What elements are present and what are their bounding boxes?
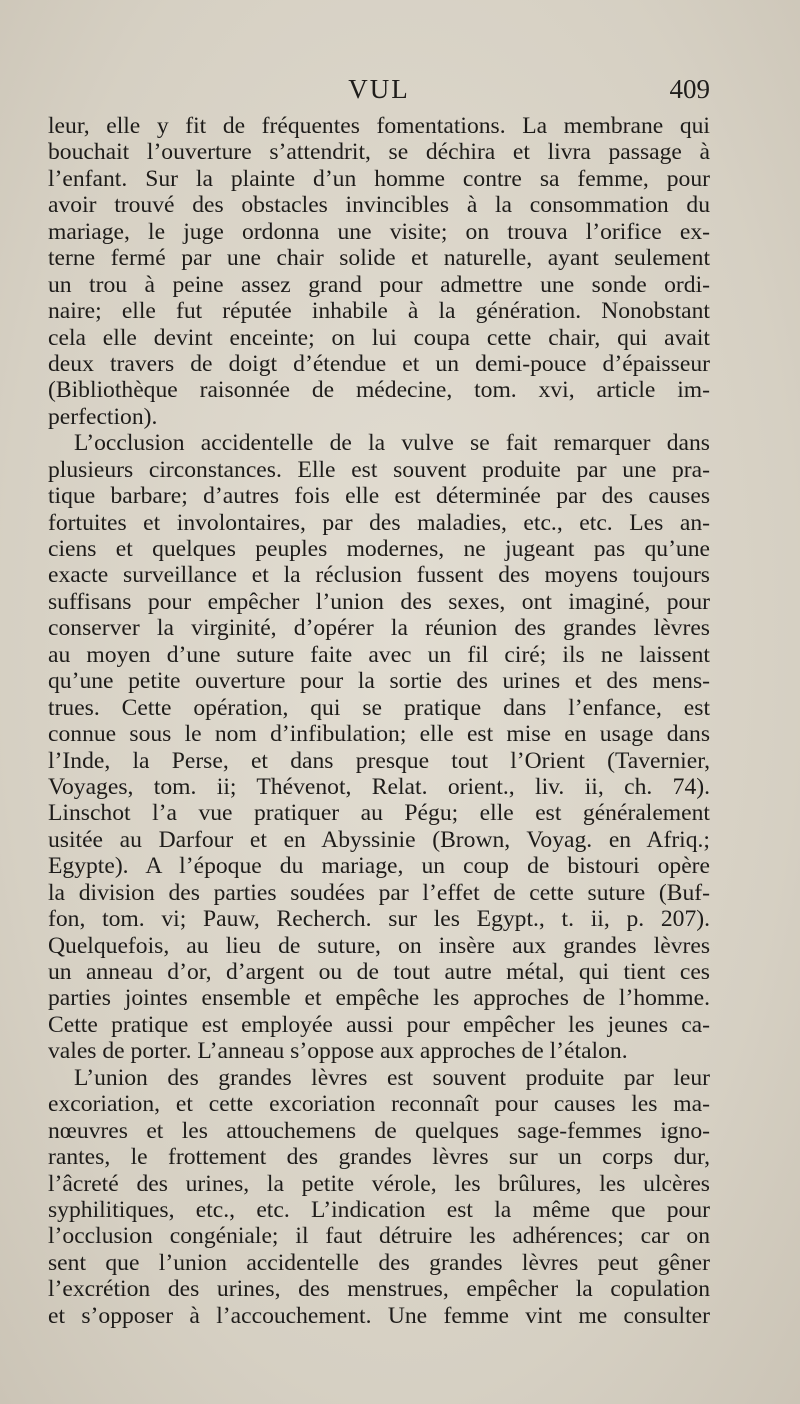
text-line: vales de porter. L’anneau s’oppose aux approches de l’étalon. xyxy=(48,1038,628,1065)
text-line: naire; elle fut réputée inhabile à la génération. Nonobstant xyxy=(48,298,710,325)
text-line: l’enfant. Sur la plainte d’un homme contre sa femme, pour xyxy=(48,165,710,192)
text-line: sent que l’union accidentelle des grandes lèvres peut gêner xyxy=(48,1249,710,1276)
text-line: (Bibliothèque raisonnée de médecine, tom. xvi, article im- xyxy=(48,377,710,404)
text-line: fon, tom. vi; Pauw, Recherch. sur les Egypt., t. ii, p. 207). xyxy=(48,906,710,933)
text-line: plusieurs circonstances. Elle est souvent produite par une pra- xyxy=(48,456,710,483)
text-line: Voyages, tom. ii; Thévenot, Relat. orient., liv. ii, ch. 74). xyxy=(48,773,710,800)
text-line: l’Inde, la Perse, et dans presque tout l’Orient (Tavernier, xyxy=(48,747,710,774)
text-line: tique barbare; d’autres fois elle est déterminée par des causes xyxy=(48,483,710,510)
text-line: L’occlusion accidentelle de la vulve se fait remarquer dans xyxy=(74,430,710,457)
text-line: L’union des grandes lèvres est souvent produite par leur xyxy=(74,1064,710,1091)
text-line: l’âcreté des urines, la petite vérole, les brûlures, les ulcères xyxy=(48,1170,710,1197)
text-line: Quelquefois, au lieu de suture, on insère aux grandes lèvres xyxy=(48,932,710,959)
text-line: un anneau d’or, d’argent ou de tout autre métal, qui tient ces xyxy=(48,959,710,985)
body-text xyxy=(48,113,710,1329)
text-line: l’excrétion des urines, des menstrues, empêcher la copulation xyxy=(48,1276,710,1303)
text-line: conserver la virginité, d’opérer la réunion des grandes lèvres xyxy=(48,615,710,642)
text-line: la division des parties soudées par l’effet de cette suture (Buf- xyxy=(48,879,710,906)
text-line: syphilitiques, etc., etc. L’indication est la même que pour xyxy=(48,1196,710,1223)
text-line: fortuites et involontaires, par des maladies, etc., etc. Les an- xyxy=(48,509,710,536)
text-line: cela elle devint enceinte; on lui coupa cette chair, qui avait xyxy=(48,324,710,351)
text-line: trues. Cette opération, qui se pratique dans l’enfance, est xyxy=(48,694,710,721)
text-line: suffisans pour empêcher l’union des sexes, ont imaginé, pour xyxy=(48,588,710,615)
text-line: exacte surveillance et la réclusion fussent des moyens toujours xyxy=(48,562,710,589)
text-line: mariage, le juge ordonna une visite; on trouva l’orifice ex- xyxy=(48,218,710,245)
text-line: deux travers de doigt d’étendue et un demi-pouce d’épaisseur xyxy=(48,350,710,377)
text-line: leur, elle y fit de fréquentes fomentations. La membrane qui xyxy=(48,113,710,139)
text-line: perfection). xyxy=(48,403,158,430)
page-header xyxy=(48,74,710,114)
text-line: bouchait l’ouverture s’attendrit, se déchira et livra passage à xyxy=(48,139,710,166)
text-line: Egypte). A l’époque du mariage, un coup de bistouri opère xyxy=(48,853,710,880)
text-line: nœuvres et les attouchemens de quelques sage-femmes igno- xyxy=(48,1117,710,1144)
paragraph-2 xyxy=(48,430,710,1065)
running-head: VUL xyxy=(348,74,410,104)
text-line: et s’opposer à l’accouchement. Une femme vint me consulter xyxy=(48,1302,710,1329)
text-line: terne fermé par une chair solide et naturelle, ayant seulement xyxy=(48,245,710,272)
text-line: rantes, le frottement des grandes lèvres sur un corps dur, xyxy=(48,1144,710,1171)
paragraph-3 xyxy=(48,1065,710,1329)
text-line: parties jointes ensemble et empêche les approches de l’homme. xyxy=(48,985,710,1012)
text-line: au moyen d’une suture faite avec un fil ciré; ils ne laissent xyxy=(48,641,710,668)
text-line: avoir trouvé des obstacles invincibles à la consommation du xyxy=(48,192,710,219)
text-line: Cette pratique est employée aussi pour empêcher les jeunes ca- xyxy=(48,1011,710,1038)
text-line: l’occlusion congéniale; il faut détruire les adhérences; car on xyxy=(48,1223,710,1250)
text-line: Linschot l’a vue pratiquer au Pégu; elle est généralement xyxy=(48,800,710,827)
text-line: connue sous le nom d’infibulation; elle est mise en usage dans xyxy=(48,721,710,748)
text-line: un trou à peine assez grand pour admettre une sonde ordi- xyxy=(48,271,710,298)
text-line: ciens et quelques peuples modernes, ne jugeant pas qu’une xyxy=(48,536,710,562)
text-line: qu’une petite ouverture pour la sortie des urines et des mens- xyxy=(48,668,710,695)
text-line: usitée au Darfour et en Abyssinie (Brown, Voyag. en Afriq.; xyxy=(48,826,710,853)
text-line: excoriation, et cette excoriation reconnaît pour causes les ma- xyxy=(48,1091,710,1118)
page-number: 409 xyxy=(669,74,710,104)
paragraph-1 xyxy=(48,113,710,430)
